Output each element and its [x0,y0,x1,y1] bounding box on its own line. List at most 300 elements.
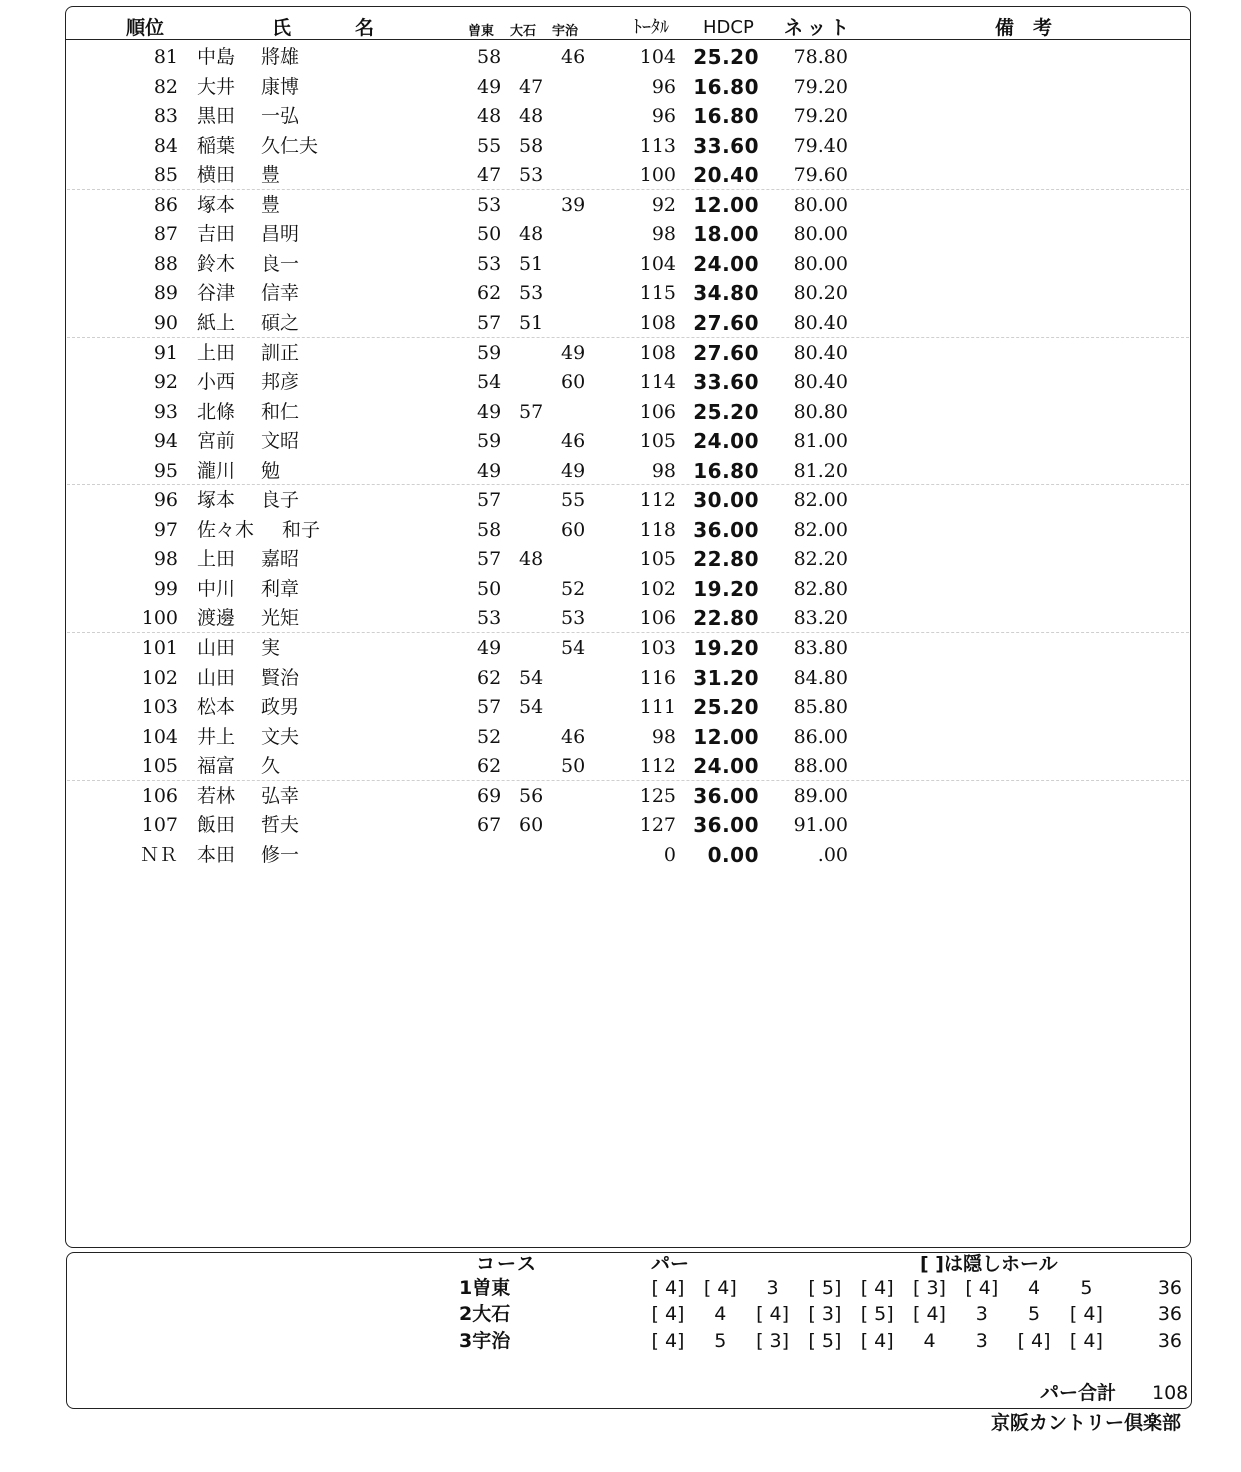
course2-score-cell: 58 [519,134,544,157]
total-cell: 105 [639,430,676,453]
table-row [0,165,1241,195]
par-hole-value: 3 [975,1303,988,1325]
total-cell: 113 [639,134,676,157]
course2-score-cell: 48 [519,548,544,571]
hdcp-cell: 16.80 [693,104,759,129]
rank-cell: 99 [153,577,178,600]
first-name-cell: 文夫 [261,725,300,748]
first-name-cell: 久仁夫 [261,134,319,157]
rank-cell: 93 [153,400,178,423]
table-row [0,842,1241,875]
header-course1: 曽東 [468,24,495,39]
total-cell: 100 [639,164,676,187]
total-cell: 125 [639,784,676,807]
par-hole-value: [ 5] [860,1303,894,1325]
course3-score-cell: 60 [561,371,586,394]
course1-score-cell: 50 [477,223,502,246]
total-cell: 104 [639,252,676,275]
net-cell: 88.00 [793,755,848,778]
table-row [0,283,1241,313]
last-name-cell: 宮前 [197,430,236,453]
par-course-total: 36 [1157,1277,1182,1299]
hdcp-cell: 24.00 [693,754,759,779]
last-name-cell: 飯田 [197,814,236,837]
table-row [0,756,1241,786]
hdcp-cell: 36.00 [693,813,759,838]
net-cell: 80.00 [793,252,848,275]
first-name-cell: 將雄 [261,46,300,68]
first-name-cell: 実 [261,637,281,659]
first-name-cell: 弘幸 [261,784,300,807]
total-cell: 106 [639,400,676,423]
last-name-cell: 黒田 [197,105,236,128]
net-cell: 78.80 [793,46,848,68]
course3-score-cell: 46 [561,430,586,453]
course1-score-cell: 62 [477,282,502,305]
course2-score-cell: 53 [519,282,544,305]
course2-score-cell: 54 [519,666,544,689]
rank-cell: 91 [153,341,178,364]
par-hole-value: 5 [1080,1277,1093,1299]
hdcp-cell: 27.60 [693,310,759,335]
first-name-cell: 賢治 [261,666,300,689]
hdcp-cell: 25.20 [693,45,759,69]
course3-score-cell: 49 [561,341,586,364]
course1-score-cell: 49 [477,75,502,98]
first-name-cell: 利章 [261,577,300,600]
total-cell: 106 [639,607,676,630]
total-cell: 103 [639,637,676,659]
net-cell: 81.20 [793,459,848,482]
hdcp-cell: 16.80 [693,458,759,483]
course2-score-cell: 53 [519,164,544,187]
total-cell: 96 [651,105,676,128]
course3-score-cell: 49 [561,459,586,482]
course1-score-cell: 59 [477,430,502,453]
last-name-cell: 鈴木 [197,252,236,275]
first-name-cell: 碩之 [261,311,300,334]
course3-score-cell: 60 [561,518,586,541]
course1-score-cell: 57 [477,311,502,334]
table-row [0,399,1241,432]
course3-score-cell: 55 [561,489,586,512]
club-name: 京阪カントリー倶楽部 [990,1412,1181,1434]
rank-cell: 104 [141,725,178,748]
net-cell: 80.40 [793,341,848,364]
total-cell: 92 [651,193,676,216]
net-cell: .00 [817,843,848,866]
course1-score-cell: 58 [477,46,502,68]
net-cell: 89.00 [793,784,848,807]
par-hole-value: [ 4] [965,1277,999,1299]
hdcp-cell: 24.00 [693,429,759,454]
course2-score-cell: 54 [519,696,544,719]
par-hole-value: [ 3] [756,1330,790,1352]
last-name-cell: 中島 [197,46,236,68]
net-cell: 83.20 [793,607,848,630]
rank-cell: 92 [153,371,178,394]
par-course-name: 1曽東 [459,1277,511,1299]
course2-score-cell: 60 [519,814,544,837]
course1-score-cell: 47 [477,164,502,187]
table-row [0,47,1241,77]
net-cell: 82.00 [793,489,848,512]
par-hole-value: [ 4] [1069,1330,1103,1352]
header-name-part1: 氏 [272,17,292,39]
header-course3: 宇治 [552,24,579,39]
first-name-cell: 和仁 [261,400,300,423]
total-cell: 104 [639,46,676,68]
course3-score-cell: 53 [561,607,586,630]
first-name-cell: 和子 [282,518,321,541]
first-name-cell: 昌明 [261,223,300,246]
course3-score-cell: 52 [561,577,586,600]
first-name-cell: 哲夫 [261,814,300,837]
par-hole-value: 3 [766,1277,779,1299]
last-name-cell: 佐々木 [197,518,255,541]
course2-score-cell: 56 [519,784,544,807]
course1-score-cell: 49 [477,459,502,482]
net-cell: 84.80 [793,666,848,689]
last-name-cell: 井上 [197,725,236,748]
course1-score-cell: 52 [477,725,502,748]
course1-score-cell: 49 [477,637,502,659]
net-cell: 86.00 [793,725,848,748]
total-cell: 105 [639,548,676,571]
par-hole-value: [ 4] [1017,1330,1051,1352]
hdcp-cell: 20.40 [693,163,759,188]
rank-cell: 89 [153,282,178,305]
last-name-cell: 上田 [197,548,236,571]
hdcp-cell: 16.80 [693,74,759,99]
last-name-cell: 塚本 [197,489,236,512]
first-name-cell: 勉 [261,459,281,482]
course1-score-cell: 50 [477,577,502,600]
course2-score-cell: 48 [519,223,544,246]
rank-cell: 102 [141,666,178,689]
rank-cell: 82 [153,75,178,98]
par-hole-value: 3 [975,1330,988,1352]
net-cell: 82.20 [793,548,848,571]
total-cell: 98 [651,725,676,748]
hdcp-cell: 22.80 [693,606,759,631]
net-cell: 79.40 [793,134,848,157]
last-name-cell: 福富 [197,755,236,778]
course2-score-cell: 57 [519,400,544,423]
net-cell: 85.80 [793,696,848,719]
header-net: ネット [784,17,854,39]
first-name-cell: 良一 [261,252,300,275]
table-row [0,224,1241,254]
table-row [0,490,1241,520]
net-cell: 79.20 [793,105,848,128]
course1-score-cell: 53 [477,607,502,630]
rank-cell: 85 [153,164,178,187]
par-hole-value: 5 [714,1330,727,1352]
total-cell: 112 [639,755,676,778]
hdcp-cell: 12.00 [693,192,759,217]
net-cell: 80.40 [793,371,848,394]
par-course-name: 2大石 [459,1303,511,1325]
rank-cell: 83 [153,105,178,128]
hdcp-cell: 24.00 [693,251,759,276]
course1-score-cell: 48 [477,105,502,128]
last-name-cell: 紙上 [197,311,236,334]
table-row [0,251,1241,284]
course1-score-cell: 57 [477,696,502,719]
par-hole-value: [ 4] [651,1277,685,1299]
par-total-label: パー合計 [1040,1382,1117,1404]
hdcp-cell: 25.20 [693,399,759,424]
last-name-cell: 小西 [197,371,236,394]
course1-score-cell: 59 [477,341,502,364]
header-remarks: 備 考 [995,17,1053,39]
last-name-cell: 吉田 [197,223,236,246]
course3-score-cell: 46 [561,46,586,68]
course1-score-cell: 69 [477,784,502,807]
net-cell: 80.40 [793,311,848,334]
hdcp-cell: 33.60 [693,370,759,395]
last-name-cell: 横田 [197,164,236,187]
last-name-cell: 本田 [197,843,236,866]
total-cell: 96 [651,75,676,98]
table-row [0,724,1241,757]
first-name-cell: 良子 [261,489,300,512]
first-name-cell: 文昭 [261,430,300,453]
course2-score-cell: 51 [519,311,544,334]
par-hole-value: [ 4] [756,1303,790,1325]
group-separator [67,780,1189,781]
par-hole-value: 4 [1028,1277,1041,1299]
net-cell: 80.00 [793,223,848,246]
par-course-total: 36 [1157,1303,1182,1325]
par-course-name: 3宇治 [459,1330,511,1352]
total-cell: 102 [639,577,676,600]
rank-cell: 107 [141,814,178,837]
total-cell: 111 [639,696,676,719]
total-cell: 127 [639,814,676,837]
hdcp-cell: 19.20 [693,576,759,601]
par-hole-value: [ 5] [808,1277,842,1299]
rank-cell: 100 [141,607,178,630]
net-cell: 79.60 [793,164,848,187]
last-name-cell: 渡邊 [197,607,236,630]
header-rank: 順位 [126,17,165,39]
rank-cell: 106 [141,784,178,807]
table-row [0,192,1241,225]
par-hole-value: [ 4] [860,1330,894,1352]
course1-score-cell: 49 [477,400,502,423]
hdcp-cell: 36.00 [693,517,759,542]
course1-score-cell: 55 [477,134,502,157]
table-row [0,372,1241,402]
rank-cell: 103 [141,696,178,719]
par-hole-value: [ 5] [808,1330,842,1352]
header-hdcp: HDCP [703,17,754,38]
rank-cell: 98 [153,548,178,571]
total-cell: 108 [639,311,676,334]
total-cell: 112 [639,489,676,512]
hdcp-cell: 22.80 [693,547,759,572]
last-name-cell: 稲葉 [197,134,236,157]
last-name-cell: 谷津 [197,282,236,305]
last-name-cell: 松本 [197,696,236,719]
course1-score-cell: 53 [477,252,502,275]
table-row [0,517,1241,550]
net-cell: 80.20 [793,282,848,305]
group-separator [67,632,1189,633]
hdcp-cell: 34.80 [693,281,759,306]
course1-score-cell: 62 [477,666,502,689]
hdcp-cell: 27.60 [693,340,759,365]
table-row [0,638,1241,668]
net-cell: 91.00 [793,814,848,837]
par-hole-value: [ 4] [913,1303,946,1325]
rank-cell: 90 [153,311,178,334]
total-cell: 98 [651,459,676,482]
table-row [0,340,1241,373]
first-name-cell: 康博 [261,75,300,98]
first-name-cell: 一弘 [261,105,300,128]
rank-cell: ＮＲ [139,843,178,866]
hdcp-cell: 12.00 [693,724,759,749]
rank-cell: 101 [141,637,178,659]
net-cell: 80.00 [793,193,848,216]
header-course2: 大石 [510,24,537,39]
table-row [0,431,1241,461]
net-cell: 82.80 [793,577,848,600]
header-name-part2: 名 [355,17,375,39]
par-hole-value: [ 4] [651,1330,685,1352]
rank-cell: 88 [153,252,178,275]
first-name-cell: 嘉昭 [261,548,300,571]
course2-score-cell: 51 [519,252,544,275]
hdcp-cell: 25.20 [693,695,759,720]
table-row [0,576,1241,609]
net-cell: 83.80 [793,637,848,659]
total-cell: 108 [639,341,676,364]
course2-score-cell: 48 [519,105,544,128]
par-hole-value: [ 4] [651,1303,685,1325]
group-separator [67,189,1189,190]
rank-cell: 95 [153,459,178,482]
course3-score-cell: 50 [561,755,586,778]
total-cell: 116 [639,666,676,689]
par-total-value: 108 [1152,1382,1189,1404]
table-row [0,815,1241,845]
first-name-cell: 豊 [261,164,281,187]
net-cell: 79.20 [793,75,848,98]
net-cell: 82.00 [793,518,848,541]
hdcp-cell: 19.20 [693,636,759,660]
rank-cell: 84 [153,134,178,157]
hdcp-cell: 0.00 [707,842,759,867]
first-name-cell: 邦彦 [261,371,300,394]
rank-cell: 105 [141,755,178,778]
first-name-cell: 光矩 [261,607,300,630]
last-name-cell: 山田 [197,666,236,689]
hdcp-cell: 36.00 [693,783,759,808]
hdcp-cell: 33.60 [693,133,759,158]
course2-score-cell: 47 [519,75,544,98]
first-name-cell: 訓正 [261,341,300,364]
last-name-cell: 中川 [197,577,236,600]
first-name-cell: 信幸 [261,282,300,305]
hdcp-cell: 30.00 [693,488,759,513]
last-name-cell: 上田 [197,341,236,364]
course1-score-cell: 58 [477,518,502,541]
first-name-cell: 修一 [261,843,300,866]
table-row [0,133,1241,166]
par-hole-value: 5 [1028,1303,1041,1325]
par-hole-value: [ 3] [808,1303,842,1325]
last-name-cell: 山田 [197,637,236,659]
net-cell: 80.80 [793,400,848,423]
table-row [0,549,1241,579]
course1-score-cell: 54 [477,371,502,394]
par-hole-value: [ 4] [703,1277,737,1299]
par-hole-value: [ 4] [860,1277,894,1299]
rank-cell: 81 [153,46,178,68]
hdcp-cell: 18.00 [693,222,759,247]
table-row [0,74,1241,107]
hidden-hole-note: [ ]は隠しホール [920,1253,1058,1275]
last-name-cell: 塚本 [197,193,236,216]
course1-score-cell: 67 [477,814,502,837]
total-cell: 114 [639,371,676,394]
table-row [0,665,1241,698]
last-name-cell: 若林 [197,784,236,807]
last-name-cell: 大井 [197,75,236,98]
par-hole-value: 4 [714,1303,727,1325]
rank-cell: 94 [153,430,178,453]
table-row [0,697,1241,727]
first-name-cell: 久 [261,755,281,778]
header-total: ﾄｰﾀﾙ [633,17,669,38]
total-cell: 0 [663,843,676,866]
net-cell: 81.00 [793,430,848,453]
rank-cell: 86 [153,193,178,216]
first-name-cell: 豊 [261,193,281,216]
last-name-cell: 北條 [197,400,236,423]
header-divider [66,39,1190,40]
total-cell: 98 [651,223,676,246]
table-row [0,458,1241,491]
group-separator [67,484,1189,485]
course1-score-cell: 53 [477,193,502,216]
par-header: パー [651,1253,690,1275]
course3-score-cell: 39 [561,193,586,216]
course1-score-cell: 62 [477,755,502,778]
table-row [0,608,1241,638]
hdcp-cell: 31.20 [693,665,759,690]
course1-score-cell: 57 [477,489,502,512]
par-hole-value: [ 3] [913,1277,946,1299]
total-cell: 115 [639,282,676,305]
par-hole-value: [ 4] [1069,1303,1103,1325]
rank-cell: 87 [153,223,178,246]
table-row [0,783,1241,816]
course3-score-cell: 46 [561,725,586,748]
first-name-cell: 政男 [261,696,300,719]
table-row [0,310,1241,343]
par-hole-value: 4 [923,1330,936,1352]
total-cell: 118 [639,518,676,541]
rank-cell: 97 [153,518,178,541]
rank-cell: 96 [153,489,178,512]
par-course-total: 36 [1157,1330,1182,1352]
table-row [0,106,1241,136]
